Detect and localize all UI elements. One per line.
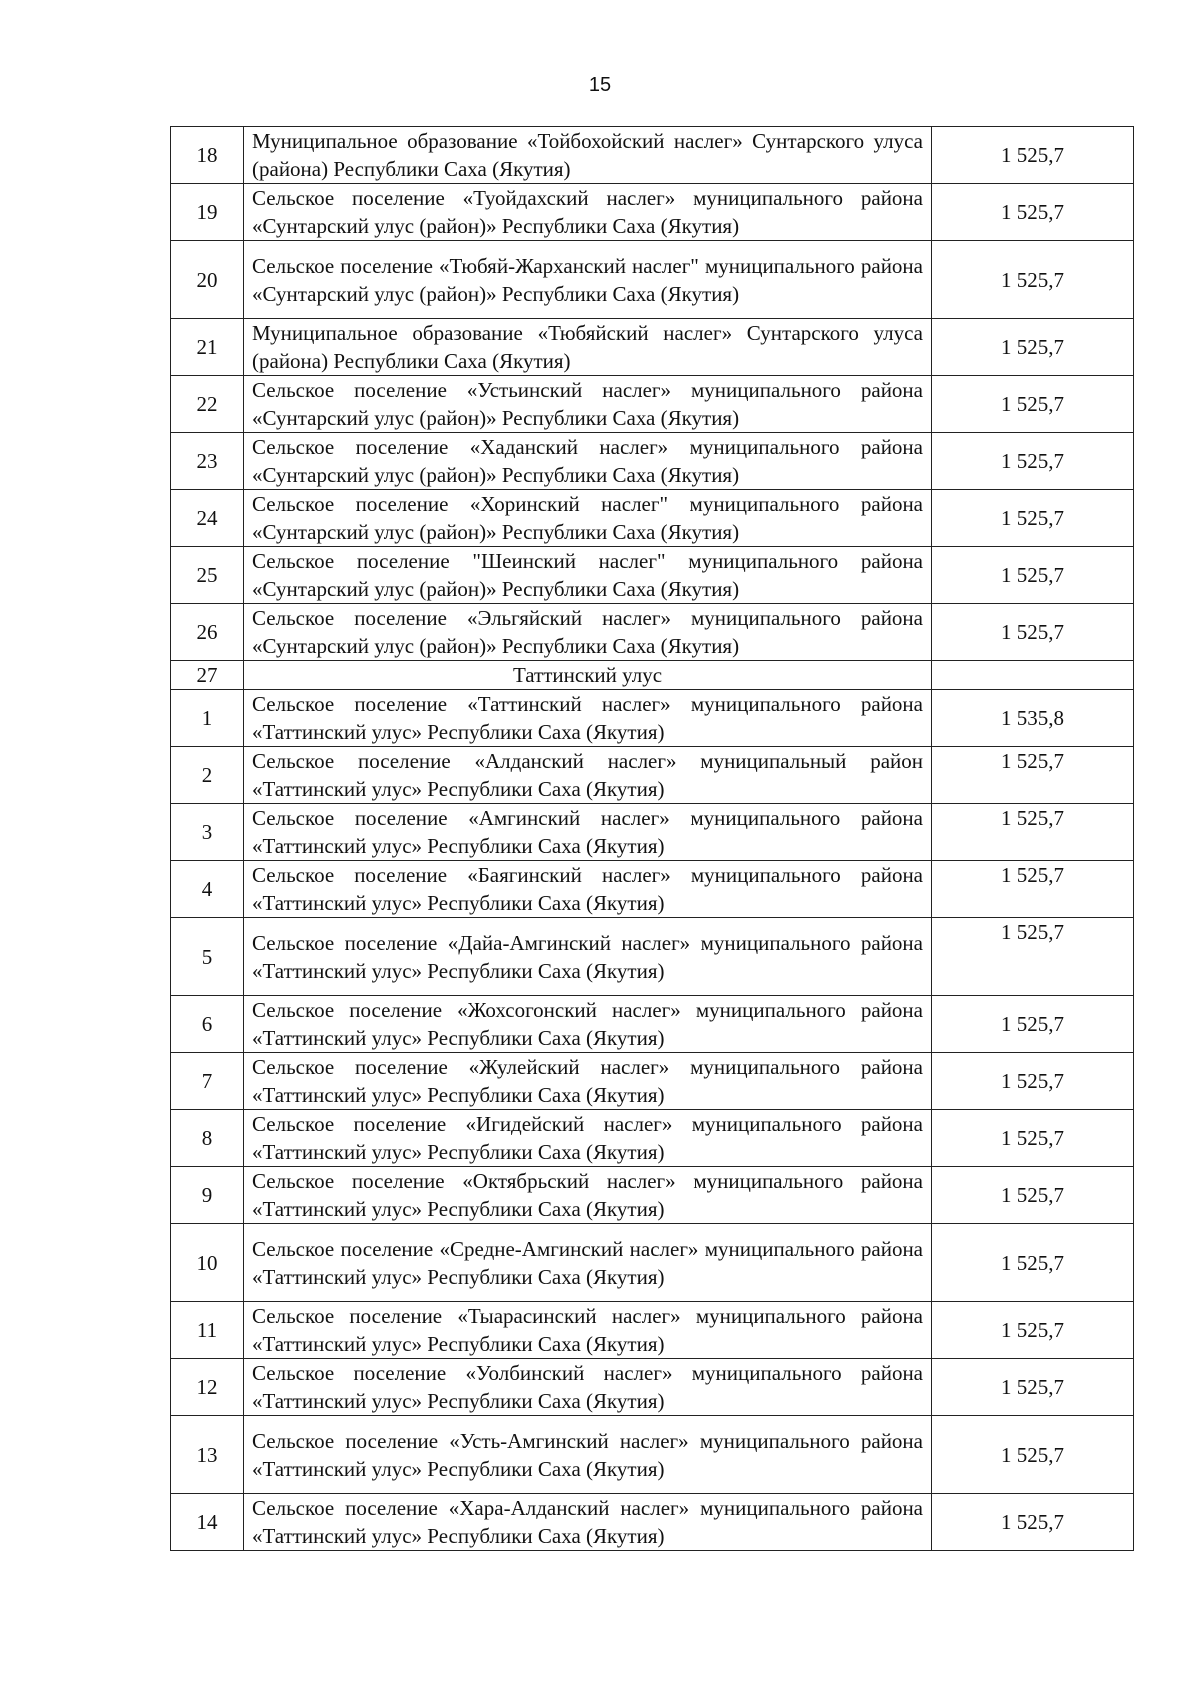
municipality-name: Сельское поселение «Таттинский наслег» муниципального района «Таттинский улус» Республики Саха (Якутия) <box>244 690 932 747</box>
row-number: 5 <box>171 918 244 996</box>
municipality-name: Сельское поселение «Амгинский наслег» муниципального района «Таттинский улус» Республики Саха (Якутия) <box>244 804 932 861</box>
municipality-name: Сельское поселение «Тыарасинский наслег» муниципального района «Таттинский улус» Республики Саха (Якутия) <box>244 1302 932 1359</box>
municipality-name: Сельское поселение «Эльгяйский наслег» муниципального района «Сунтарский улус (район)» Республики Саха (Якутия) <box>244 604 932 661</box>
row-number: 24 <box>171 490 244 547</box>
municipality-name: Сельское поселение «Жулейский наслег» муниципального района «Таттинский улус» Республики Саха (Якутия) <box>244 1053 932 1110</box>
table-row <box>171 690 1134 747</box>
table-body <box>171 127 1134 1551</box>
municipality-name: Сельское поселение «Хоринский наслег" муниципального района «Сунтарский улус (район)» Республики Саха (Якутия) <box>244 490 932 547</box>
amount-value: 1 525,7 <box>932 918 1134 996</box>
amount-value <box>932 661 1134 690</box>
row-number: 11 <box>171 1302 244 1359</box>
row-number: 20 <box>171 241 244 319</box>
amount-value: 1 525,7 <box>932 1416 1134 1494</box>
row-number: 1 <box>171 690 244 747</box>
table-row <box>171 604 1134 661</box>
table-row <box>171 1302 1134 1359</box>
amount-value: 1 525,7 <box>932 604 1134 661</box>
municipality-name: Сельское поселение "Шеинский наслег" муниципального района «Сунтарский улус (район)» Республики Саха (Якутия) <box>244 547 932 604</box>
row-number: 4 <box>171 861 244 918</box>
table-row <box>171 861 1134 918</box>
municipality-name: Сельское поселение «Игидейский наслег» муниципального района «Таттинский улус» Республики Саха (Якутия) <box>244 1110 932 1167</box>
amount-value: 1 525,7 <box>932 376 1134 433</box>
amount-value: 1 525,7 <box>932 1053 1134 1110</box>
amount-value: 1 525,7 <box>932 747 1134 804</box>
row-number: 14 <box>171 1494 244 1551</box>
row-number: 18 <box>171 127 244 184</box>
row-number: 13 <box>171 1416 244 1494</box>
row-number: 12 <box>171 1359 244 1416</box>
allocation-table <box>170 126 1134 1551</box>
municipality-name: Сельское поселение «Уолбинский наслег» муниципального района «Таттинский улус» Республики Саха (Якутия) <box>244 1359 932 1416</box>
row-number: 22 <box>171 376 244 433</box>
table-row <box>171 804 1134 861</box>
municipality-name: Муниципальное образование «Тойбохойский наслег» Сунтарского улуса (района) Республики Саха (Якутия) <box>244 127 932 184</box>
amount-value: 1 525,7 <box>932 1302 1134 1359</box>
municipality-name: Сельское поселение «Октябрьский наслег» муниципального района «Таттинский улус» Республики Саха (Якутия) <box>244 1167 932 1224</box>
municipality-name: Сельское поселение «Туойдахский наслег» муниципального района «Сунтарский улус (район)» Республики Саха (Якутия) <box>244 184 932 241</box>
table-row <box>171 433 1134 490</box>
table-row <box>171 1053 1134 1110</box>
row-number: 19 <box>171 184 244 241</box>
amount-value: 1 525,7 <box>932 319 1134 376</box>
amount-value: 1 525,7 <box>932 804 1134 861</box>
table-row <box>171 490 1134 547</box>
row-number: 27 <box>171 661 244 690</box>
municipality-name: Сельское поселение «Усть-Амгинский наслег» муниципального района «Таттинский улус» Республики Саха (Якутия) <box>244 1416 932 1494</box>
row-number: 7 <box>171 1053 244 1110</box>
amount-value: 1 525,7 <box>932 127 1134 184</box>
table-row <box>171 376 1134 433</box>
page-number: 15 <box>588 74 612 96</box>
municipality-name: Сельское поселение «Алданский наслег» муниципальный район «Таттинский улус» Республики Саха (Якутия) <box>244 747 932 804</box>
row-number: 23 <box>171 433 244 490</box>
municipality-name: Муниципальное образование «Тюбяйский наслег» Сунтарского улуса (района) Республики Саха (Якутия) <box>244 319 932 376</box>
table-row <box>171 1416 1134 1494</box>
amount-value: 1 525,7 <box>932 861 1134 918</box>
row-number: 6 <box>171 996 244 1053</box>
table-row <box>171 1110 1134 1167</box>
table-row <box>171 547 1134 604</box>
table-row <box>171 1494 1134 1551</box>
table-row <box>171 1359 1134 1416</box>
table-section-row <box>171 661 1134 690</box>
amount-value: 1 525,7 <box>932 547 1134 604</box>
amount-value: 1 525,7 <box>932 1494 1134 1551</box>
municipality-name: Сельское поселение «Тюбяй-Жарханский наслег" муниципального района «Сунтарский улус (район)» Республики Саха (Якутия) <box>244 241 932 319</box>
municipality-name: Сельское поселение «Хара-Алданский наслег» муниципального района «Таттинский улус» Республики Саха (Якутия) <box>244 1494 932 1551</box>
amount-value: 1 525,7 <box>932 1224 1134 1302</box>
municipality-name: Сельское поселение «Средне-Амгинский наслег» муниципального района «Таттинский улус» Республики Саха (Якутия) <box>244 1224 932 1302</box>
amount-value: 1 525,7 <box>932 241 1134 319</box>
table-row <box>171 996 1134 1053</box>
municipality-name: Сельское поселение «Хаданский наслег» муниципального района «Сунтарский улус (район)» Республики Саха (Якутия) <box>244 433 932 490</box>
amount-value: 1 525,7 <box>932 1359 1134 1416</box>
row-number: 25 <box>171 547 244 604</box>
amount-value: 1 525,7 <box>932 1110 1134 1167</box>
amount-value: 1 525,7 <box>932 1167 1134 1224</box>
table-row <box>171 241 1134 319</box>
row-number: 21 <box>171 319 244 376</box>
section-title: Таттинский улус <box>244 661 932 690</box>
amount-value: 1 525,7 <box>932 996 1134 1053</box>
table-row <box>171 1167 1134 1224</box>
table-row <box>171 184 1134 241</box>
municipality-name: Сельское поселение «Дайа-Амгинский наслег» муниципального района «Таттинский улус» Республики Саха (Якутия) <box>244 918 932 996</box>
row-number: 26 <box>171 604 244 661</box>
row-number: 3 <box>171 804 244 861</box>
row-number: 10 <box>171 1224 244 1302</box>
municipality-name: Сельское поселение «Жохсогонский наслег» муниципального района «Таттинский улус» Республики Саха (Якутия) <box>244 996 932 1053</box>
table-row <box>171 319 1134 376</box>
table-row <box>171 747 1134 804</box>
municipality-name: Сельское поселение «Баягинский наслег» муниципального района «Таттинский улус» Республики Саха (Якутия) <box>244 861 932 918</box>
row-number: 9 <box>171 1167 244 1224</box>
row-number: 8 <box>171 1110 244 1167</box>
amount-value: 1 525,7 <box>932 184 1134 241</box>
table-row <box>171 1224 1134 1302</box>
amount-value: 1 525,7 <box>932 433 1134 490</box>
municipality-name: Сельское поселение «Устьинский наслег» муниципального района «Сунтарский улус (район)» Республики Саха (Якутия) <box>244 376 932 433</box>
amount-value: 1 535,8 <box>932 690 1134 747</box>
amount-value: 1 525,7 <box>932 490 1134 547</box>
row-number: 2 <box>171 747 244 804</box>
table-row <box>171 127 1134 184</box>
table-row <box>171 918 1134 996</box>
